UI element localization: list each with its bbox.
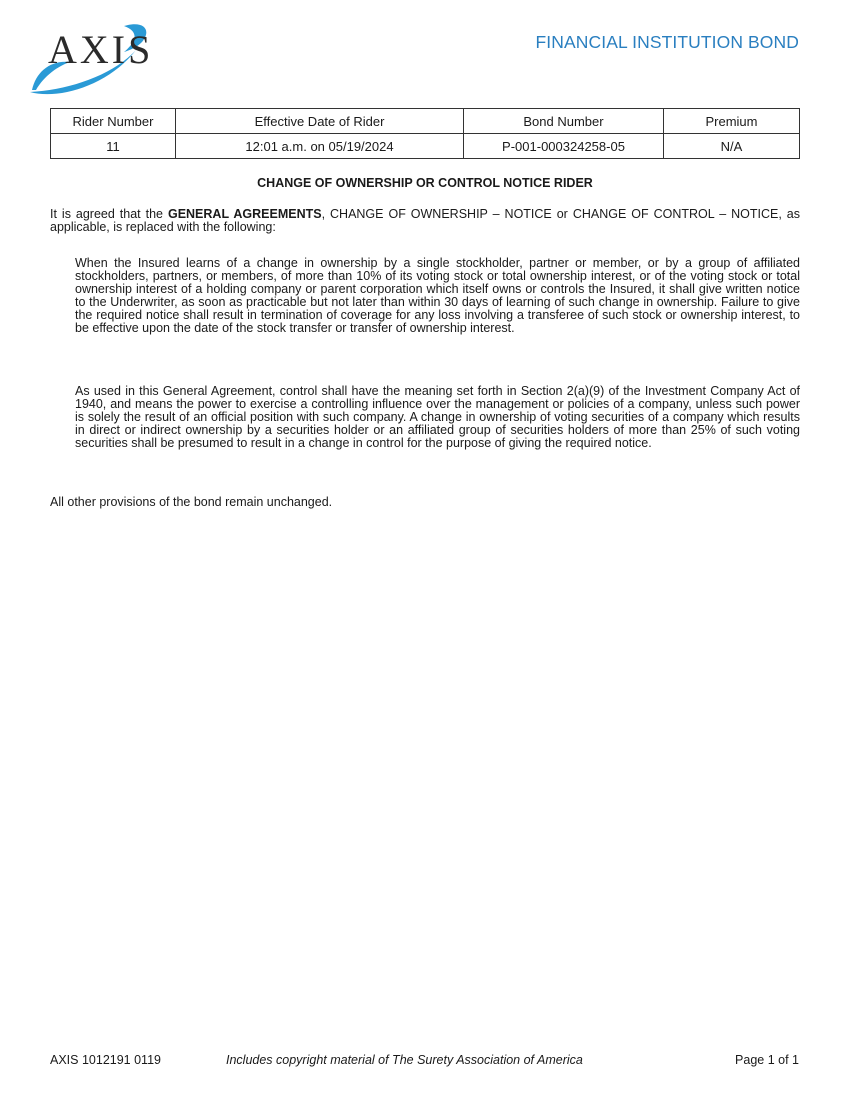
intro-prefix: It is agreed that the (50, 207, 168, 221)
logo-text: AXIS (48, 27, 154, 72)
intro-paragraph (50, 208, 800, 234)
intro-bold-term: GENERAL AGREEMENTS (167, 207, 322, 221)
footer-page-number: Page 1 of 1 (735, 1053, 799, 1067)
table-header-row (51, 109, 800, 134)
header-premium: Premium (664, 109, 800, 134)
header-effective-date: Effective Date of Rider (176, 109, 464, 134)
closing-statement: All other provisions of the bond remain unchanged. (50, 495, 333, 509)
cell-premium: N/A (664, 134, 800, 159)
table-row (51, 134, 800, 159)
axis-logo (28, 20, 154, 96)
rider-title: CHANGE OF OWNERSHIP OR CONTROL NOTICE RIDER (257, 176, 593, 190)
cell-bond-number: P-001-000324258-05 (464, 134, 664, 159)
header-rider-number: Rider Number (51, 109, 176, 134)
document-type-title: FINANCIAL INSTITUTION BOND (535, 32, 799, 52)
footer-copyright: Includes copyright material of The Surety Association of America (226, 1053, 583, 1067)
cell-rider-number: 11 (51, 134, 176, 159)
intro-suffix: , CHANGE OF OWNERSHIP – NOTICE or CHANGE OF CONTROL – NOTICE, as applicable, is replaced with the following: (50, 207, 800, 234)
header-bond-number: Bond Number (464, 109, 664, 134)
control-definition-paragraph: As used in this General Agreement, control shall have the meaning set forth in Section 2(a)(9) of the Investment Company Act of 1940, and means the power to exercise a controlling influence over the management or policies of a company, unless such power is solely the result of an official position with such company. A change in ownership of voting securities of a company which results in direct or indirect ownership by a securities holder or an affiliated group of securities holders of more than 25% of such voting securities shall be presumed to result in a change in control for the purpose of giving the required notice. (75, 384, 800, 450)
rider-info-table (50, 108, 800, 159)
footer-form-number: AXIS 1012191 0119 (50, 1053, 161, 1067)
cell-effective-date: 12:01 a.m. on 05/19/2024 (176, 134, 464, 159)
ownership-change-paragraph: When the Insured learns of a change in ownership by a single stockholder, partner or member, or by a group of affiliated stockholders, partners, or members, of more than 10% of its voting stock or total ownership interest, or of the voting stock or total ownership interest of a holding company or parent corporation which itself owns or controls the Insured, it shall give written notice to the Underwriter, as soon as practicable but not later than within 30 days of learning of such change in ownership. Failure to give the required notice shall result in termination of coverage for any loss involving a transferee of such stock or ownership interest, to be effective upon the date of the stock transfer or transfer of ownership interest. (75, 256, 800, 335)
